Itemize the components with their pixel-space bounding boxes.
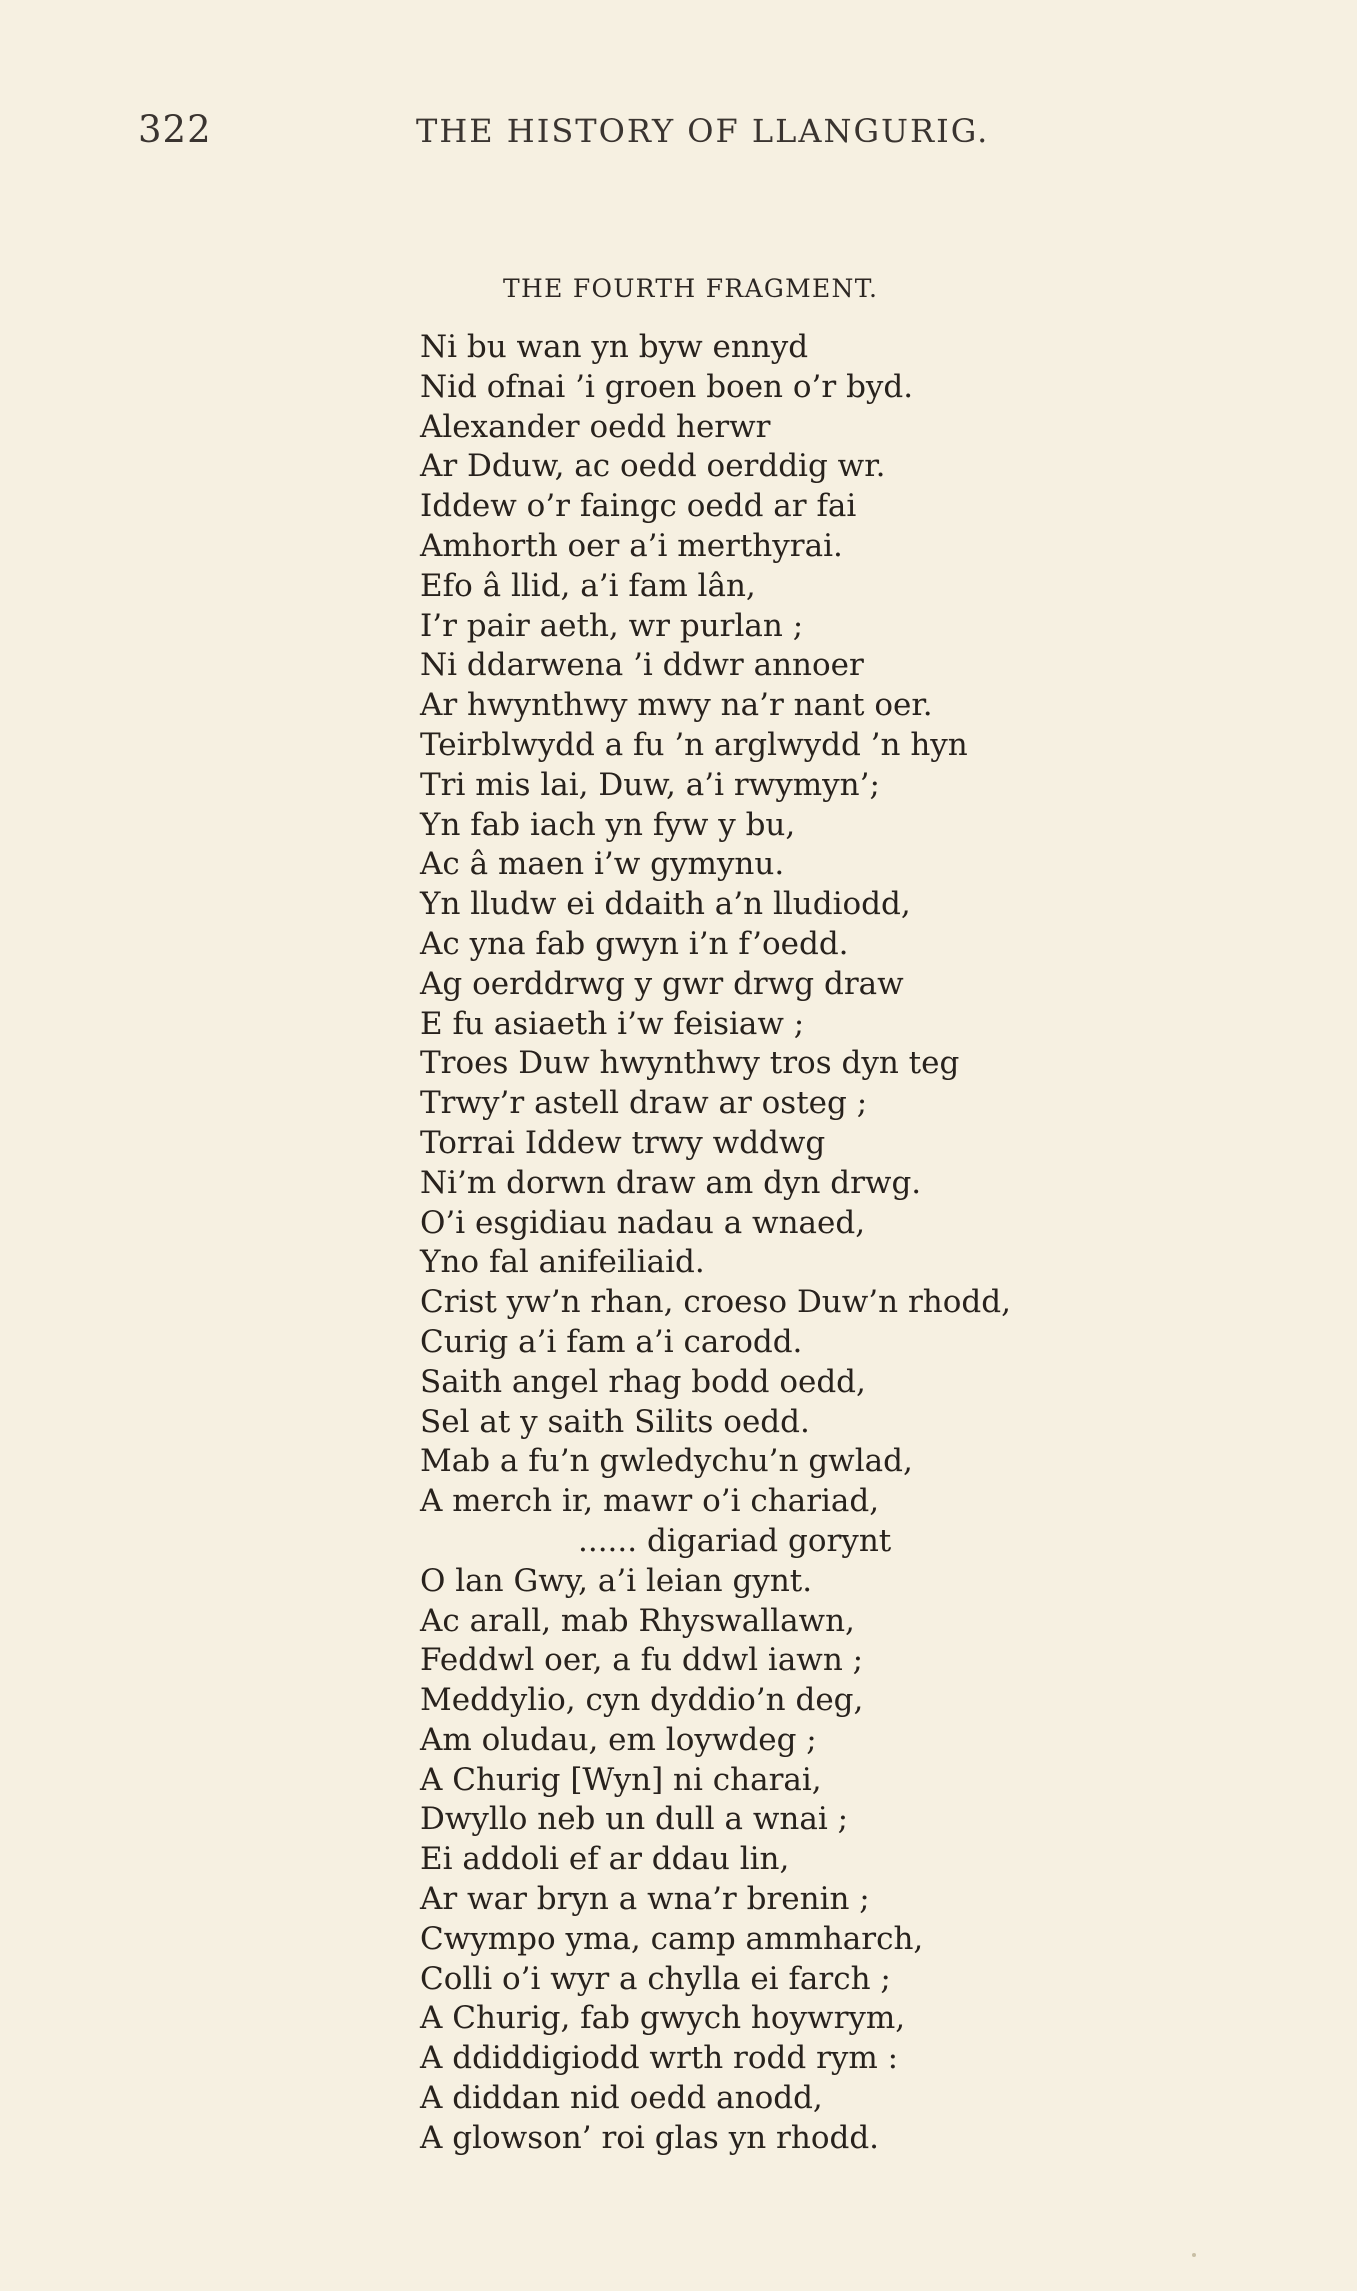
poem-line: Ni bu wan yn byw ennyd: [420, 329, 809, 365]
poem-line: Ac â maen i’w gymynu.: [420, 846, 785, 883]
poem-line: Troes Duw hwynthwy tros dyn teg: [420, 1045, 960, 1082]
poem-line: Alexander oedd herwr: [420, 408, 771, 445]
poem-line: Feddwl oer, a fu ddwl iawn ;: [420, 1642, 864, 1679]
poem-text: [420, 328, 1340, 2159]
poem-line: Nid ofnai ’i groen boen o’r byd.: [420, 368, 914, 405]
section-title: THE FOURTH FRAGMENT.: [503, 274, 879, 303]
poem-line: Tri mis lai, Duw, a’i rwymyn’;: [420, 766, 880, 803]
poem-line: Yn lludw ei ddaith a’n lludiodd,: [420, 886, 911, 923]
poem-line: Yno fal anifeiliaid.: [420, 1244, 705, 1281]
poem-line: Ac arall, mab Rhyswallawn,: [420, 1602, 855, 1639]
poem-line: Meddylio, cyn dyddio’n deg,: [420, 1682, 864, 1719]
poem-line: Crist yw’n rhan, croeso Duw’n rhodd,: [420, 1284, 1011, 1321]
poem-line: Ni ddarwena ’i ddwr annoer: [420, 647, 864, 684]
running-title: THE HISTORY OF LLANGURIG.: [416, 112, 990, 150]
poem-line: A merch ir, mawr o’i chariad,: [420, 1483, 880, 1520]
poem-line: Efo â llid, a’i fam lân,: [420, 567, 756, 604]
poem-line: Curig a’i fam a’i carodd.: [420, 1323, 803, 1360]
poem-line: Ni’m dorwn draw am dyn drwg.: [420, 1164, 922, 1201]
poem-line: Iddew o’r faingc oedd ar fai: [420, 488, 857, 525]
poem-line: Trwy’r astell draw ar osteg ;: [420, 1085, 868, 1122]
poem-line: Ac yna fab gwyn i’n f’oedd.: [420, 925, 849, 962]
poem-line: O lan Gwy, a’i leian gynt.: [420, 1562, 813, 1599]
poem-line: Sel at y saith Silits oedd.: [420, 1403, 810, 1440]
poem-line: A Churig, fab gwych hoywrym,: [420, 2000, 906, 2037]
poem-line: Teirblwydd a fu ’n arglwydd ’n hyn: [420, 726, 968, 763]
poem-line: E fu asiaeth i’w feisiaw ;: [420, 1005, 805, 1042]
poem-line: Cwympo yma, camp ammharch,: [420, 1920, 924, 1957]
poem-line: Dwyllo neb un dull a wnai ;: [420, 1801, 849, 1838]
poem-line: Amhorth oer a’i merthyrai.: [420, 527, 843, 564]
poem-line: Ag oerddrwg y gwr drwg draw: [420, 965, 904, 1002]
poem-line: A diddan nid oedd anodd,: [420, 2080, 823, 2117]
page-number: 322: [138, 108, 212, 151]
poem-line: ...... digariad gorynt: [578, 1522, 892, 1559]
poem-line: A Churig [Wyn] ni charai,: [420, 1761, 822, 1798]
poem-line: A glowson’ roi glas yn rhodd.: [420, 2119, 880, 2156]
ink-speck: [1192, 2253, 1196, 2257]
poem-line: Yn fab iach yn fyw y bu,: [420, 806, 796, 843]
poem-line: I’r pair aeth, wr purlan ;: [420, 607, 804, 644]
poem-line: Mab a fu’n gwledychu’n gwlad,: [420, 1443, 913, 1480]
poem-line: Ar war bryn a wna’r brenin ;: [420, 1881, 870, 1918]
poem-line: Am oludau, em loywdeg ;: [420, 1721, 817, 1758]
poem-line: Saith angel rhag bodd oedd,: [420, 1363, 866, 1400]
poem-line: Colli o’i wyr a chylla ei farch ;: [420, 1960, 891, 1997]
poem-line: Torrai Iddew trwy wddwg: [420, 1124, 826, 1161]
poem-line: A ddiddigiodd wrth rodd rym :: [420, 2040, 899, 2077]
poem-line: Ei addoli ef ar ddau lin,: [420, 1841, 790, 1878]
poem-line: Ar Dduw, ac oedd oerddig wr.: [420, 448, 886, 485]
poem-line: O’i esgidiau nadau a wnaed,: [420, 1204, 866, 1241]
poem-line: Ar hwynthwy mwy na’r nant oer.: [420, 687, 933, 724]
